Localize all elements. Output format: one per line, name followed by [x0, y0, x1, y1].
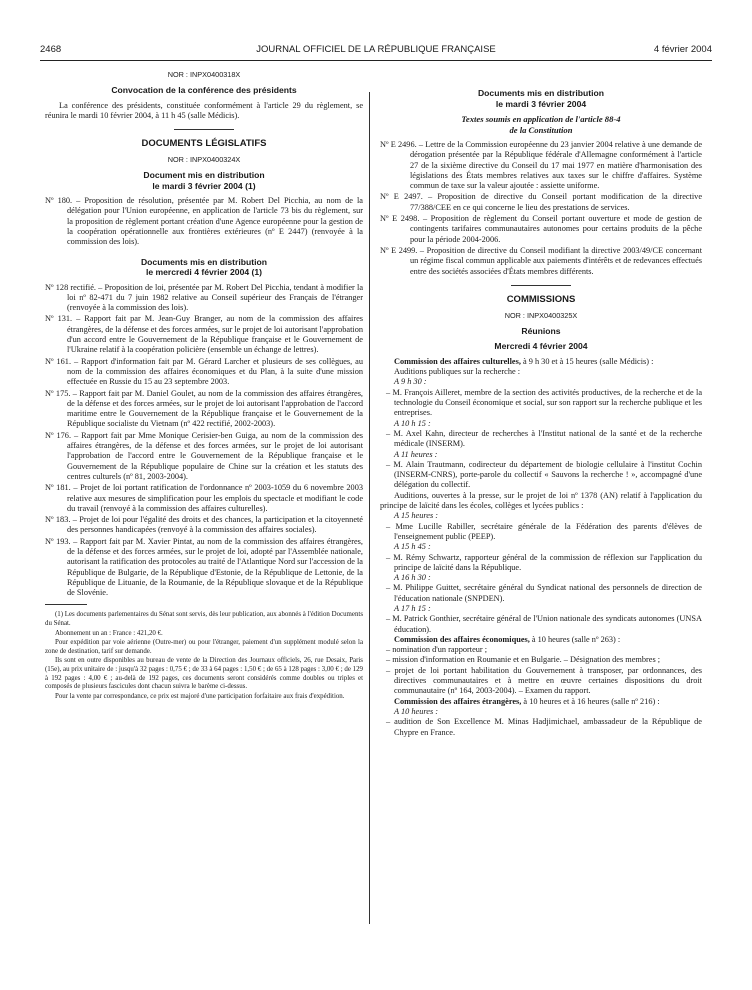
footnote: Pour expédition par voie aérienne (Outre-mer) ou pour l'étranger, paiement d'un supplément modulé selon la zone de destination, tarif sur demande.	[45, 639, 363, 655]
time-label: A 17 h 15 :	[394, 603, 431, 613]
list-item: – audition de Son Excellence M. Minas Hadjimichael, ambassadeur de la République de Chypre en France.	[386, 717, 702, 737]
time-label: A 15 h 45 :	[394, 542, 431, 552]
section-heading: le mercredi 4 février 2004 (1)	[145, 267, 263, 278]
commission-paragraph	[380, 357, 702, 367]
list-item: – M. François Ailleret, membre de la section des activités productives, de la recherche et de la technologie du Conseil économique et social, sur son rapport sur la recherche publique et les entreprises.	[386, 387, 702, 418]
page-number: 2468	[40, 44, 62, 55]
list-item: Nº 161. – Rapport d'information fait par M. Gérard Larcher et plusieurs de ses collègues, au nom de la commission des affaires économiques et du Plan, à la suite d'une mission effectuée en Russie du 15 au 23 septembre 2003.	[45, 356, 363, 387]
date-heading: Mercredi 4 février 2004	[494, 341, 588, 352]
list-item: Nº 183. – Projet de loi pour l'égalité des droits et des chances, la participation et la citoyenneté des personnes handicapées (renvoyé à la commission des affaires sociales).	[45, 515, 363, 535]
list-item: – M. Rémy Schwartz, rapporteur général de la commission de réflexion sur l'application du principe de laïcité dans la République.	[386, 552, 702, 572]
section-heading: Documents mis en distribution	[477, 88, 605, 98]
paragraph: Auditions publiques sur la recherche :	[394, 367, 521, 377]
section-heading: le mardi 3 février 2004 (1)	[152, 180, 256, 191]
list-item: Nº 176. – Rapport fait par Mme Monique Cerisier-ben Guiga, au nom de la commission des affaires étrangères, de la défense et des forces armées, sur le projet de loi autorisant l'approbation de l'accord entre le Gouvernement de la République française et le Gouvernement de la République populaire de Chine sur la création et les statuts des centres culturels (nº 81, 2003-2004).	[45, 430, 363, 481]
column-separator	[369, 92, 370, 924]
time-label: A 11 heures :	[394, 449, 438, 459]
divider	[174, 129, 234, 130]
list-item: Nº E 2499. – Proposition de directive du Conseil modifiant la directive 2003/49/CE concernant un régime fiscal commun applicable aux paiements d'intérêts et de redevances effectués entre des sociétés associées d'États membres différents.	[380, 245, 702, 276]
time-label: A 10 h 15 :	[394, 418, 431, 428]
list-item: Nº 131. – Rapport fait par M. Jean-Guy Branger, au nom de la commission des affaires étrangères, de la défense et des forces armées, sur le projet de loi autorisant l'approbation d'un accord entre le Gouvernement de la République française et le Gouvernement de l'Ukraine relatif à la coopération policière (ensemble un échange de lettres).	[45, 314, 363, 355]
list-item: – M. Axel Kahn, directeur de recherches à l'Institut national de la santé et de la recherche médicale (INSERM).	[386, 428, 702, 449]
footnote-rule	[45, 604, 87, 605]
list-item: Nº E 2498. – Proposition de règlement du Conseil portant ouverture et mode de gestion de contingents tarifaires communautaires autonomes pour certains produits de la pêche pour la période 2004-2006.	[380, 214, 702, 244]
list-item: Nº 175. – Rapport fait par M. Daniel Goulet, au nom de la commission des affaires étrangères, de la défense et des forces armées, sur le projet de loi autorisant l'approbation de l'accord maritime entre le Gouvernement de la République française et le Gouvernement de la République socialiste du Vietnam (nº 422 rectifié, 2002-2003).	[45, 388, 363, 429]
left-column	[45, 66, 363, 702]
subsection-heading: Textes soumis en application de l'article 88-4	[461, 114, 621, 124]
section-heading: Convocation de la conférence des présidents	[111, 85, 297, 95]
list-item: – projet de loi portant habilitation du Gouvernement à transposer, par ordonnances, des directives communautaires et à mettre en œuvre certaines dispositions du droit communautaire (nº 164, 2003-2004). – Examen du rapport.	[386, 665, 702, 696]
subsection-heading: de la Constitution	[509, 124, 573, 135]
list-item: Nº 193. – Rapport fait par M. Xavier Pintat, au nom de la commission des affaires étrangères, de la défense et des forces armées, sur le projet de loi, adopté par l'Assemblée nationale, autorisant la ratification des protocoles au traité de l'Atlantique Nord sur l'accession de la République de Bulgarie, de la République d'Estonie, de la République de Lettonie, de la République de Lituanie, de la Roumanie, de la République slovaque et de la République de Slovénie.	[45, 536, 363, 598]
list-item: – nomination d'un rapporteur ;	[386, 645, 488, 655]
journal-title: JOURNAL OFFICIEL DE LA RÉPUBLIQUE FRANÇAISE	[256, 44, 496, 55]
footnote: Pour la vente par correspondance, ce prix est majoré d'une participation forfaitaire aux frais d'expédition.	[55, 692, 345, 700]
list-item: – Mme Lucille Rabiller, secrétaire générale de la Fédération des parents d'élèves de l'enseignement public (PEEP).	[386, 521, 702, 541]
list-item: Nº 180. – Proposition de résolution, présentée par M. Robert Del Picchia, au nom de la délégation pour l'Union européenne, en application de l'article 73 bis du règlement, sur la proposition de règlement portant création d'une Agence européenne pour la gestion de la coopération opérationnelle aux frontières extérieures (nº E 2447) (renvoyée à la commission des lois).	[45, 196, 363, 247]
section-heading: Documents mis en distribution	[140, 256, 268, 267]
nor-reference: NOR : INPX0400324X	[167, 155, 241, 165]
section-heading: Document mis en distribution	[143, 170, 265, 181]
section-heading: COMMISSIONS	[506, 293, 576, 305]
section-heading: Réunions	[521, 325, 561, 336]
time-label: A 10 heures :	[394, 706, 439, 716]
section-heading: le mardi 3 février 2004	[495, 98, 587, 109]
footnote: Ils sont en outre disponibles au bureau de vente de la Direction des Journaux officiels, 26, rue Desaix, Paris (15e), au prix unitaire de : jusqu'à 32 pages : 0,75 € ; de 33 à 64 pages : 1,50 € ; de 65 à 128 pages : 3,00 € ; de 129 à 192 pages : 4,00 € ; au-delà de 192 pages, ces documents seront considérés comme doubles ou triples et composés de plusieurs fascicules dont chacun suivra le barème ci-dessus.	[45, 657, 363, 691]
footnote: Abonnement un an : France : 421,20 €.	[55, 629, 163, 637]
list-item: – mission d'information en Roumanie et en Bulgarie. – Désignation des membres ;	[386, 655, 661, 665]
list-item: Nº E 2496. – Lettre de la Commission européenne du 23 janvier 2004 relative à une demande de dérogation présentée par la République fédérale d'Allemagne conformément à l'article 27 de la sixième directive du Conseil du 17 mai 1977 en matière d'harmonisation des législations des États membres relatives aux taxes sur le chiffre d'affaires. Système commun de taxe sur la valeur ajoutée : assiette uniforme.	[380, 140, 702, 191]
section-heading: DOCUMENTS LÉGISLATIFS	[141, 138, 267, 150]
nor-reference: NOR : INPX0400325X	[504, 310, 578, 320]
paragraph: Auditions, ouvertes à la presse, sur le projet de loi nº 1378 (AN) relatif à l'application du principe de laïcité dans les écoles, collèges et lycées publics :	[380, 490, 702, 511]
commission-time: à 10 heures et à 16 heures (salle nº 216) :	[521, 696, 660, 706]
time-label: A 15 heures :	[394, 511, 439, 521]
commission-time: à 9 h 30 et à 15 heures (salle Médicis) :	[520, 356, 654, 366]
list-item: Nº E 2497. – Proposition de directive du Conseil portant modification de la directive 77/388/CEE en ce qui concerne le lieu des prestations de services.	[380, 192, 702, 212]
footnote: (1) Les documents parlementaires du Sénat sont servis, dès leur publication, aux abonnés à l'édition Documents du Sénat.	[45, 611, 363, 628]
list-item: – M. Philippe Guittet, secrétaire général du Syndicat national des personnels de direction de l'éducation nationale (SNPDEN).	[386, 583, 702, 603]
commission-paragraph	[380, 635, 702, 645]
nor-reference: NOR : INPX0400318X	[167, 70, 241, 79]
list-item: – M. Alain Trautmann, codirecteur du département de biologie cellulaire à l'institut Cochin (INSERM-CNRS), porte-parole du collectif « Sauvons la recherche ! », accompagné d'une délégation du collectif.	[386, 459, 702, 490]
commission-paragraph	[380, 697, 702, 707]
list-item: Nº 128 rectifié. – Proposition de loi, présentée par M. Robert Del Picchia, tendant à modifier la loi nº 82-471 du 7 juin 1982 relative au Conseil supérieur des Français de l'étranger (renvoyée à la commission des lois).	[45, 282, 363, 313]
list-item: Nº 181. – Projet de loi portant ratification de l'ordonnance nº 2003-1059 du 6 novembre 2003 relative aux mesures de simplification pour les emplois du spectacle et modifiant le code du travail (renvoyé à la commission des affaires culturelles).	[45, 483, 363, 513]
time-label: A 16 h 30 :	[394, 573, 431, 583]
time-label: A 9 h 30 :	[394, 377, 427, 387]
running-header	[40, 44, 712, 58]
header-rule	[40, 60, 712, 61]
list-item: – M. Patrick Gonthier, secrétaire général de l'Union nationale des syndicats autonomes (UNSA éducation).	[386, 614, 702, 634]
issue-date: 4 février 2004	[653, 44, 712, 55]
commission-time: à 10 heures (salle nº 263) :	[529, 634, 621, 644]
commission-name: Commission des affaires économiques,	[394, 634, 530, 644]
commission-name: Commission des affaires étrangères,	[394, 696, 522, 706]
commission-name: Commission des affaires culturelles,	[394, 356, 521, 366]
right-column	[380, 66, 702, 738]
convocation-paragraph: La conférence des présidents, constituée conformément à l'article 29 du règlement, se réunira le mardi 10 février 2004, à 11 h 45 (salle Médicis).	[45, 100, 363, 120]
divider	[511, 285, 571, 286]
